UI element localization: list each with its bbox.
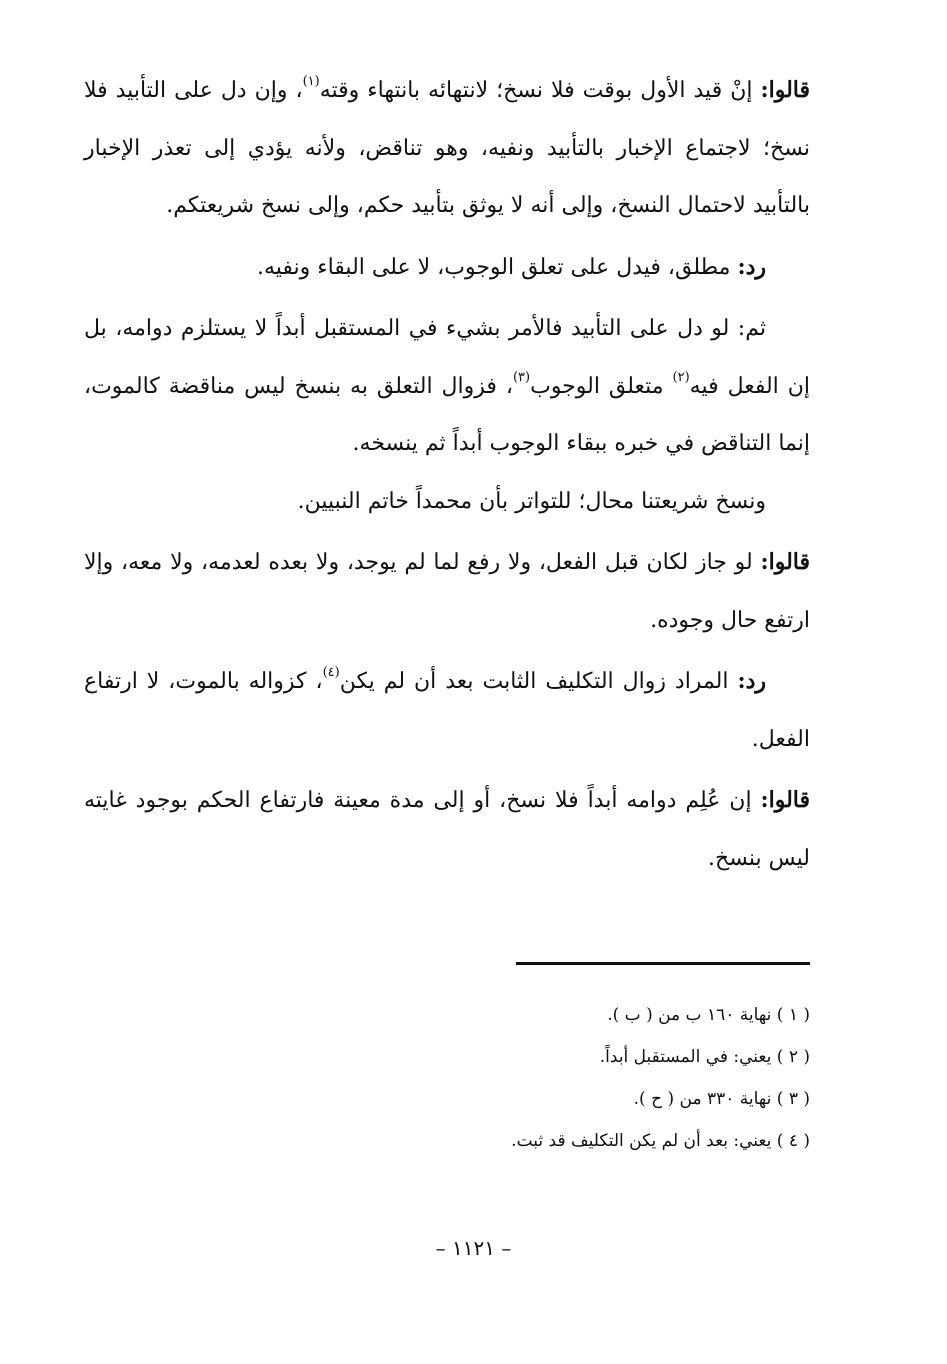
footnote-ref-1[interactable]: (١) [302,74,320,89]
footnote-ref-2[interactable]: (٢) [672,369,690,385]
paragraph-4: ونسخ شريعتنا محال؛ للتواتر بأن محمداً خاتم النبيين. [297,488,766,514]
footnote-ref-3[interactable]: (٣) [512,369,531,385]
paragraph-2: رد: مطلق، فيدل على تعلق الوجوب، لا على البقاء ونفيه. [256,253,766,280]
footnote-2: ( ٢ ) يعني: في المستقبل أبداً. [599,1047,810,1067]
lead-word: رد: [737,668,766,694]
paragraph-1: قالوا: إنْ قيد الأول بوقت فلا نسخ؛ لانتهائه بانتهاء وقته$^{(١)}$، وإن دل على التأبيد فلا نسخ؛ لاجتماع الإخبار بالتأبيد ونفيه، وهو تناقض، ولأنه يؤدي إلى تعذر الإخبار بالتأبيد لاحتمال النسخ، وإلى أنه لا يوثق بتأبيد حكم، وإلى نسخ شريعتكم. [84,74,810,218]
paragraph-5: قالوا: لو جاز لكان قبل الفعل، ولا رفع لما لم يوجد، ولا بعده لعدمه، ولا معه، وإلا ارتفع حال وجوده. [84,549,810,633]
paragraph-7: قالوا: إن عُلِم دوامه أبداً فلا نسخ، أو إلى مدة معينة فارتفاع الحكم بوجود غايته ليس بنسخ. [84,787,810,871]
lead-word: قالوا: [760,77,810,103]
lead-word: قالوا: [760,787,810,813]
paragraph-3: ثم: لو دل على التأبيد فالأمر بشيء في المستقبل أبداً لا يستلزم دوامه، بل إن الفعل فيه$^{(٢)}$ متعلق الوجوب$^{(٣)}$، فزوال التعلق به بنسخ ليس مناقضة كالموت، إنما التناقض في خبره ببقاء الوجوب أبداً ثم ينسخه. [84,316,810,456]
paragraph-6: رد: المراد زوال التكليف الثابت بعد أن لم يكن$^{(٤)}$، كزواله بالموت، لا ارتفاع الفعل. [84,665,810,752]
footnote-1: ( ١ ) نهاية ١٦٠ ب من ( ب ). [607,1005,810,1025]
lead-word: قالوا: [760,549,810,575]
footnote-ref-4[interactable]: (٤) [322,665,340,680]
footnote-4: ( ٤ ) يعني: بعد أن لم يكن التكليف قد ثبت. [511,1131,810,1151]
footnote-separator [516,962,810,965]
lead-word: رد: [737,253,766,280]
page-number: – ١١٢١ – [435,1236,512,1260]
main-text [84,62,810,887]
footnote-3: ( ٣ ) نهاية ٣٣٠ من ( ح ). [633,1089,810,1109]
footnotes [120,994,810,1162]
